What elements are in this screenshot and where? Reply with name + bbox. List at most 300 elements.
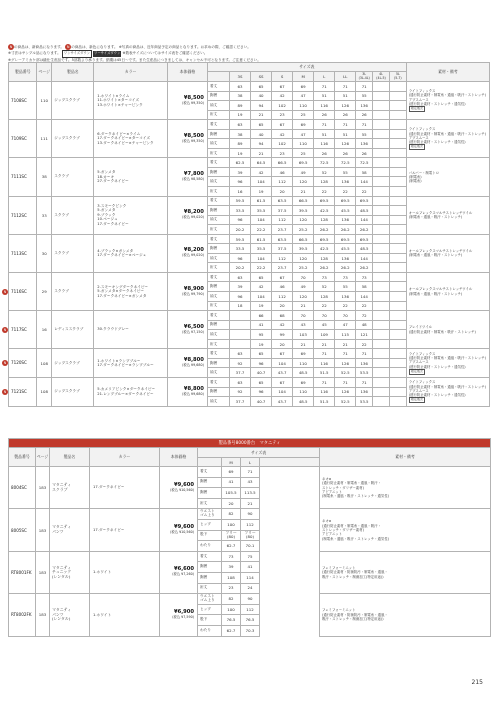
color-list: 2.スモーキングダークネイビー 5.ガンメタ×ダークネイビー 17.ダークネイビー×ガンメタ [94, 272, 168, 310]
t2-col-price-header: 本体価格 [160, 448, 198, 467]
price-cell [167, 82, 207, 120]
measure-label: 着丈 [207, 82, 229, 92]
measure-label: 裄丈 [207, 301, 229, 311]
new-product-icon: N [3, 361, 7, 366]
tax-price: (税込 ¥10,560) [170, 530, 194, 535]
color-list: 17.ダークネイビー [90, 509, 160, 551]
product-name: レディススクラブ [52, 311, 94, 349]
product-code-text: 7117SC [11, 326, 27, 332]
measure-value [373, 129, 390, 139]
product-name: ジップスクラブ [52, 349, 94, 378]
measure-value: 105.5 [222, 488, 241, 499]
measure-value: フリー (80) [241, 530, 260, 541]
material-notes: ネオα (通行防止素材・制電糸・通風・吸汗・ ストレッチ・ダリザー素材) アピアニット (制電糸・通風・吸汗・ストレッチ・通気性) [320, 509, 491, 551]
measure-value: 89 [229, 139, 250, 149]
measure-value: 100 [222, 604, 241, 615]
measure-value: 33.5 [229, 206, 250, 216]
measure-value: 52 [314, 167, 335, 177]
measure-value: 144 [356, 253, 373, 263]
measure-value: 71 [314, 82, 335, 92]
measure-value: 20 [272, 187, 293, 197]
measure-value: 99 [272, 330, 293, 340]
material-notes: ネオα (通行防止素材・制電糸・通風・吸汗・ ストレッチ・ダリザー素材) アピアニット (制電糸・通風・吸汗・ストレッチ・通気性) [320, 467, 491, 509]
measure-value: 19 [251, 187, 272, 197]
price-cell [160, 509, 198, 551]
base-price: ¥8,200 [183, 247, 204, 254]
base-price: ¥8,900 [183, 285, 204, 292]
measure-value: 26.2 [356, 225, 373, 235]
new-product-icon: N [3, 327, 7, 332]
catalog-page: 29 [37, 272, 52, 310]
measure-value: 37.5 [272, 244, 293, 254]
measure-value [373, 215, 390, 225]
measure-value: 104 [272, 358, 293, 368]
measure-value: 82 [222, 594, 241, 605]
notes-line-1: N の商品は、新商品になります。 N の商品は、新色になります。 ※写真の商品は、近年商品予定の商品となります。お求めの際、ご確認ください。 [9, 45, 251, 49]
measure-value: 22 [356, 187, 373, 197]
measure-value: 67 [272, 349, 293, 359]
measure-value: 71 [356, 120, 373, 130]
measure-value: 63 [229, 120, 250, 130]
t2-col-code-header: 製品番号 [9, 448, 36, 467]
measure-value: 73 [222, 551, 241, 562]
measure-label: 胸囲 [198, 488, 222, 499]
measure-label: ウエスト ゴム上り [198, 594, 222, 605]
measure-value: 23 [222, 583, 241, 594]
measure-value: 96 [229, 292, 250, 302]
base-price: ¥8,800 [183, 385, 204, 392]
measure-value: 120 [293, 292, 314, 302]
catalog-page: 183 [36, 467, 50, 509]
measure-value [389, 282, 406, 292]
measure-value: 26 [335, 110, 356, 120]
measure-value: 52.5 [335, 397, 356, 407]
measure-value: 104 [251, 292, 272, 302]
product-code [9, 82, 37, 120]
measure-label: 袖丈 [207, 292, 229, 302]
measure-value: 39.5 [293, 206, 314, 216]
measure-value: 70.3 [241, 625, 260, 636]
measure-value: 90 [241, 594, 260, 605]
measure-value: 35.5 [251, 244, 272, 254]
measure-value [389, 91, 406, 101]
measure-value: 58 [356, 167, 373, 177]
measure-value: 71 [356, 377, 373, 387]
measure-value: 26.2 [335, 225, 356, 235]
measure-value [373, 177, 390, 187]
measure-label: 裄丈 [207, 225, 229, 235]
measure-value: 72.5 [314, 158, 335, 168]
size-header-2: S [272, 72, 293, 82]
material-notes [406, 234, 489, 272]
material-text: オールフレックスマルチストレッチツイル (制電糸・通風・吸汗・ストレッチ) [408, 287, 473, 296]
blank-cell [260, 594, 320, 636]
measure-value: 65 [251, 377, 272, 387]
measure-value: 136 [356, 358, 373, 368]
measure-value: 25 [293, 148, 314, 158]
table-row [9, 82, 490, 92]
measure-value: 67 [272, 377, 293, 387]
measure-value: 49 [293, 167, 314, 177]
measure-value [373, 358, 390, 368]
measure-value: 136 [335, 215, 356, 225]
measure-value: 62.5 [229, 158, 250, 168]
measure-value: 20 [272, 301, 293, 311]
table-row [9, 349, 490, 359]
measure-value [389, 339, 406, 349]
measure-value: 24 [241, 583, 260, 594]
measure-value: 43 [241, 477, 260, 488]
measure-value: 52.5 [335, 368, 356, 378]
measure-value: 47 [293, 91, 314, 101]
limited-sale-badge: 限定販売 [410, 368, 424, 373]
measure-value: 23 [272, 148, 293, 158]
base-price: ¥7,800 [183, 170, 204, 177]
measure-value: 19 [251, 301, 272, 311]
color-list: 6.ダークネイビー×ライム 17.ダークネイビー×ターコイズ 13.ダークネイビー×チャーピンク [94, 120, 168, 158]
color-list: 4.ブラック×ガンメタ 17.ダークネイビー×ベージュ [94, 234, 168, 272]
measure-value: 113.5 [241, 488, 260, 499]
size-header-6: 3L (3L-4L) [356, 72, 373, 82]
size-header-4: L [314, 72, 335, 82]
measure-value: 19 [229, 110, 250, 120]
measure-value: 26.2 [314, 225, 335, 235]
measure-value: 21 [241, 498, 260, 509]
measure-value: 71 [335, 377, 356, 387]
tax-price: (税込 ¥9,350) [182, 100, 204, 105]
measure-value: 116 [314, 358, 335, 368]
measure-value: 71 [241, 467, 260, 478]
measure-value: 102 [272, 101, 293, 111]
material-notes [406, 196, 489, 234]
measure-value: 43.7 [272, 368, 293, 378]
measure-value: 68 [272, 311, 293, 321]
col-name-header: 製品名 [52, 63, 94, 82]
measure-label: 股下 [198, 615, 222, 626]
measure-label: 袖丈 [207, 397, 229, 407]
measure-label: 裄丈 [198, 583, 222, 594]
product-name: ジップスクラブ [52, 120, 94, 158]
measure-value [389, 110, 406, 120]
measure-value: 48.5 [293, 397, 314, 407]
measure-value: 144 [356, 177, 373, 187]
product-code: RT8001FK [9, 551, 36, 593]
measure-value: 42 [272, 320, 293, 330]
measure-value: 62.7 [222, 541, 241, 552]
material-text: バルバー・制電トロ (制電糸) (制電糸) [408, 170, 440, 184]
product-code-text: 7112SC [11, 212, 27, 218]
product-code-text: 7108SC [11, 98, 27, 104]
measure-value: 104 [251, 215, 272, 225]
base-price: ¥8,200 [183, 209, 204, 216]
material-notes [406, 120, 489, 158]
measure-value [373, 244, 390, 254]
base-price: ¥9,600 [173, 524, 194, 531]
measure-value [373, 167, 390, 177]
measure-value: 21 [293, 339, 314, 349]
product-name: ジップスクラブ [52, 377, 94, 406]
table-row [9, 377, 490, 387]
measure-value [373, 320, 390, 330]
catalog-page: 111 [37, 120, 52, 158]
measure-value: 55 [335, 167, 356, 177]
measure-value: 52 [314, 282, 335, 292]
measure-value: 73 [335, 272, 356, 282]
measure-value: 20 [272, 339, 293, 349]
measure-label: 裄丈 [207, 187, 229, 197]
size-header-5: LL [335, 72, 356, 82]
material-text: ライトフィックス (通行防止素材・制電糸・通風・吸汗・ストレッチ) アプスムース (透行防止素材・ストレッチ・通気性) [408, 127, 486, 145]
measure-value: 51 [314, 129, 335, 139]
measure-value: 26 [314, 110, 335, 120]
material-text: ライトフィックス (通行防止素材・制電糸・通風・吸汗・ストレッチ) アプスムース (透行防止素材・ストレッチ・通気性) [408, 89, 486, 106]
measure-label: ウエスト ゴム上り [198, 509, 222, 520]
blank-cell [260, 551, 320, 593]
measure-value: 71 [314, 377, 335, 387]
measure-value [389, 101, 406, 111]
measure-value: 116 [314, 139, 335, 149]
measure-value: 37.7 [229, 368, 250, 378]
price-cell [167, 234, 207, 272]
measure-value: 26 [314, 148, 335, 158]
measure-value: 40 [251, 129, 272, 139]
measure-value: 53.5 [356, 397, 373, 407]
new-product-icon: N [3, 389, 7, 394]
measure-value: 35.5 [251, 206, 272, 216]
measure-value [389, 358, 406, 368]
measure-value: 96 [251, 358, 272, 368]
measure-value [389, 187, 406, 197]
measure-value: 96 [229, 177, 250, 187]
price-cell [160, 594, 198, 636]
measure-value: 58 [356, 282, 373, 292]
measure-label: 袖丈 [207, 139, 229, 149]
catalog-page: 30 [37, 234, 52, 272]
product-code [3, 349, 37, 378]
measure-value: 26.2 [356, 263, 373, 273]
color-list: 30.クラウドグレー [94, 311, 168, 349]
measure-label: 着丈 [198, 551, 222, 562]
measure-label: 裄丈 [198, 498, 222, 509]
material-notes [406, 349, 489, 378]
col-page-header: ページ [37, 63, 52, 82]
price-cell [167, 272, 207, 310]
measure-value: 89 [229, 101, 250, 111]
measure-value: 39.5 [293, 244, 314, 254]
measure-value: 66.5 [272, 158, 293, 168]
t2-size-header-0: M [222, 458, 241, 467]
measure-value: 121 [356, 330, 373, 340]
measure-label: 袖丈 [207, 177, 229, 187]
measure-value: 70 [293, 311, 314, 321]
measure-value: 38 [229, 91, 250, 101]
measure-value: 51.5 [314, 368, 335, 378]
measure-value: 46 [272, 167, 293, 177]
measure-value [389, 368, 406, 378]
measure-value: 76.5 [222, 615, 241, 626]
measure-value: 128 [314, 177, 335, 187]
measure-value: 48.5 [293, 368, 314, 378]
measure-value: 63.5 [272, 234, 293, 244]
product-code [9, 234, 37, 272]
measure-value: 22 [314, 187, 335, 197]
measure-label: 袖丈 [207, 253, 229, 263]
measure-value: 69.5 [335, 234, 356, 244]
measure-value: 19 [229, 148, 250, 158]
measure-label: 着丈 [198, 467, 222, 478]
measure-value [389, 301, 406, 311]
measure-value: 55 [335, 282, 356, 292]
measure-value: 23.7 [272, 263, 293, 273]
tax-price: (税込 ¥7,150) [182, 329, 204, 334]
limited-sale-badge: 限定販売 [410, 106, 424, 111]
notes-line-3: ※グレーアミカケ部は縫仕生産品です。5部数より承ります。納期は45日～です。また生産品につきましては、キャンセル不可となります。ご注意ください。 [8, 57, 261, 62]
measure-value: 69.5 [335, 196, 356, 206]
measure-value: 72 [356, 311, 373, 321]
measure-value: 90 [241, 509, 260, 520]
measure-value: 69 [222, 467, 241, 478]
measure-value: 21 [293, 301, 314, 311]
measure-value: 59.5 [229, 196, 250, 206]
measure-value: 22 [314, 301, 335, 311]
measure-value [373, 339, 390, 349]
measure-value: 53.5 [356, 368, 373, 378]
measure-value: 70 [335, 311, 356, 321]
measure-value [389, 234, 406, 244]
size-header-1: SS [251, 72, 272, 82]
measure-value: 66.5 [293, 234, 314, 244]
measure-value: 71 [335, 120, 356, 130]
t2-size-header-1: L [241, 458, 260, 467]
measure-label: 胸囲 [198, 477, 222, 488]
measure-value [373, 387, 390, 397]
base-price: ¥8,500 [183, 132, 204, 139]
measure-value [389, 397, 406, 407]
table-row [9, 272, 490, 282]
measure-value: 100 [222, 519, 241, 530]
measure-value [373, 206, 390, 216]
tax-price: (税込 ¥9,790) [182, 291, 204, 296]
product-name: スクラブ [52, 196, 94, 234]
material-text: ライトフィックス (通行防止素材・制電糸・通風・吸汗・ストレッチ) アプスムース (透行防止素材・ストレッチ・通気性) [408, 380, 486, 398]
measure-value: 120 [293, 253, 314, 263]
tax-price: (税込 ¥9,680) [182, 391, 204, 396]
measure-value [373, 225, 390, 235]
product-name: マタニティ スクラブ [50, 467, 90, 509]
measure-value: 37.7 [229, 397, 250, 407]
measure-value: 22 [356, 301, 373, 311]
measure-value: 42 [272, 129, 293, 139]
measure-value [389, 272, 406, 282]
material-notes [406, 272, 489, 310]
measure-value [373, 148, 390, 158]
measure-value: 103 [293, 330, 314, 340]
measure-value: 69 [293, 349, 314, 359]
measure-value: 64.5 [251, 158, 272, 168]
measure-value: 39 [229, 282, 250, 292]
measure-value: 48.5 [356, 244, 373, 254]
product-code-text: 7111SC [11, 174, 27, 180]
measure-value: 126 [335, 101, 356, 111]
catalog-page: 183 [36, 594, 50, 636]
measure-label: ヒップ [198, 604, 222, 615]
notes [8, 44, 492, 63]
measure-value [373, 349, 390, 359]
measure-value: 65 [251, 120, 272, 130]
measure-label: 袖丈 [207, 215, 229, 225]
measure-value: 45.5 [335, 244, 356, 254]
measure-value: 21 [335, 339, 356, 349]
measure-value: 104 [251, 177, 272, 187]
measure-value: 69 [293, 82, 314, 92]
measure-value: 72.5 [356, 158, 373, 168]
measure-value: 69 [293, 377, 314, 387]
measure-value: 71 [314, 349, 335, 359]
product-code-text: 7120SC [11, 360, 27, 366]
measure-value [389, 196, 406, 206]
catalog-page: 108 [37, 349, 52, 378]
measure-value: 104 [272, 387, 293, 397]
measure-value [389, 206, 406, 216]
measure-value: 120 [293, 177, 314, 187]
product-code: RT8002FK [9, 594, 36, 636]
new-product-icon: N [9, 45, 13, 49]
measure-value [373, 196, 390, 206]
measure-value: 61.5 [251, 196, 272, 206]
measure-value [373, 330, 390, 340]
measure-value: 67 [272, 120, 293, 130]
measure-value: 63 [229, 82, 250, 92]
size-header-7: 4L (4L-5) [373, 72, 390, 82]
measure-value: 22 [335, 187, 356, 197]
measure-value: 136 [335, 177, 356, 187]
color-list: 1.ホワイト [90, 594, 160, 636]
size-down-badge: ワンサイズダウン [62, 50, 92, 57]
measure-value [373, 368, 390, 378]
base-price: ¥8,800 [183, 357, 204, 364]
measure-value: 22.2 [251, 225, 272, 235]
measure-value: 67 [272, 272, 293, 282]
blank-cell [260, 509, 320, 551]
measure-value: 25.2 [293, 225, 314, 235]
measure-value: 112 [272, 292, 293, 302]
measure-value: 22 [356, 339, 373, 349]
measure-value: 95 [251, 330, 272, 340]
maternity-banner: 製品番号8000番台 マタニティ [9, 439, 491, 448]
measure-value: 26.2 [314, 263, 335, 273]
measure-value [389, 311, 406, 321]
color-list: 1.ホワイト [90, 551, 160, 593]
measure-value: 39 [229, 167, 250, 177]
measure-value: 69.5 [293, 158, 314, 168]
notes-line-2: ※寸法はサンプル品になります。 ワンサイズダウン ワーサイズダウン ※数表サイズについてはサイズ表をご確認ください。 [8, 50, 492, 57]
measure-value: 69.5 [356, 234, 373, 244]
table1-header-group [9, 63, 490, 72]
col-color-header: カラー [94, 63, 168, 82]
measure-value [373, 292, 390, 302]
tax-price: (税込 ¥9,020) [182, 215, 204, 220]
price-cell [167, 349, 207, 378]
measure-value: 26 [356, 148, 373, 158]
blank-cell [260, 467, 320, 509]
measure-value: 51 [335, 129, 356, 139]
measure-value: 37.5 [272, 206, 293, 216]
product-code [3, 272, 37, 310]
measure-value: 40 [251, 91, 272, 101]
measure-value: 55 [356, 91, 373, 101]
measure-value: 96 [229, 253, 250, 263]
measure-value: 63 [229, 272, 250, 282]
